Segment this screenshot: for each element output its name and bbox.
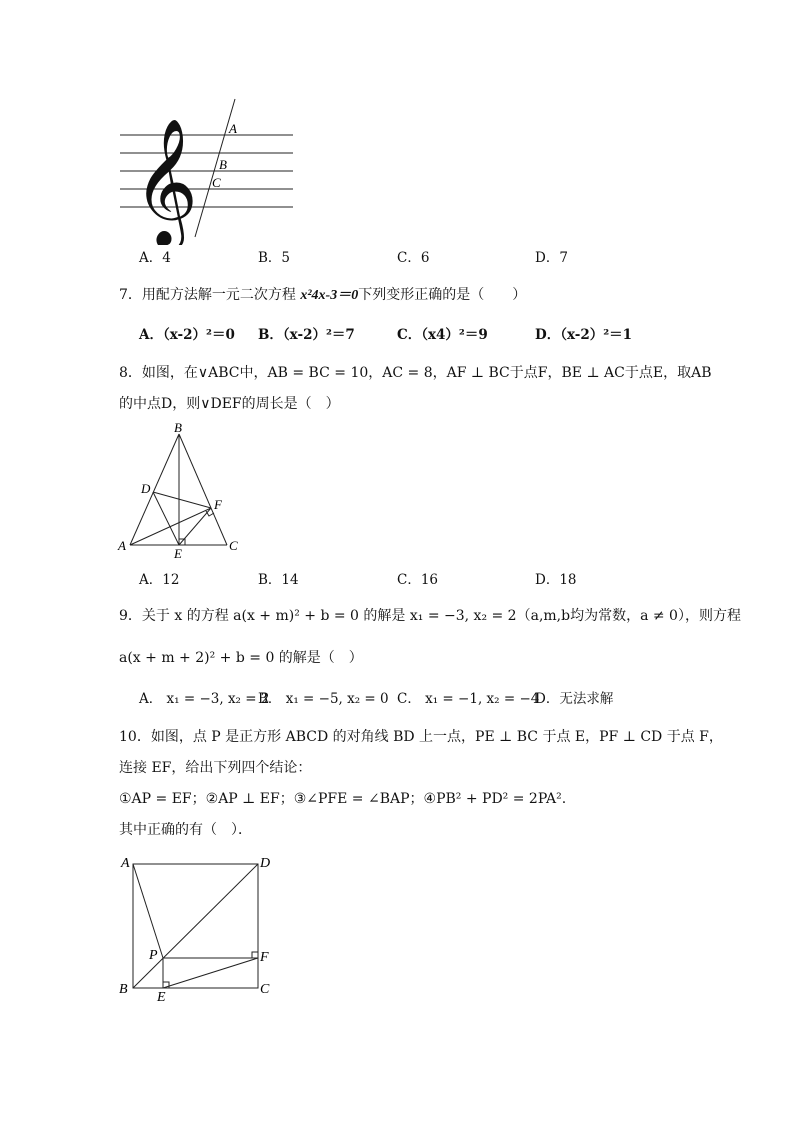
q10-stem-line1: 10．如图，点 P 是正方形 ABCD 的对角线 BD 上一点，PE ⊥ BC 于点 E，PF ⊥ CD 于点 F， — [119, 729, 723, 745]
q7-option-a: A．（x-2）²＝0 — [139, 327, 235, 343]
q10-stem-line4: 其中正确的有（ ）． — [119, 822, 252, 838]
segment-DE — [153, 492, 179, 545]
label-F: F — [260, 950, 269, 965]
label-B: B — [119, 982, 128, 997]
q9-stem-line1: 9．关于 x 的方程 a(x + m)² + b = 0 的解是 x₁ = −3, x₂ = 2（a,m,b均为常数，a ≠ 0），则方程 — [119, 608, 741, 624]
q7-suffix: 下列变形正确的是（ ） — [358, 287, 527, 303]
q8-option-b: B．14 — [258, 572, 299, 588]
q8-option-d: D．18 — [535, 572, 577, 588]
q6-option-d: D．7 — [535, 250, 568, 266]
label-D: D — [260, 856, 271, 871]
segment-AP — [133, 864, 163, 958]
label-E: E — [174, 546, 182, 560]
q10-conclusions: ①AP = EF；②AP ⊥ EF；③∠PFE = ∠BAP；④PB² + PD² = 2PA². — [119, 791, 567, 807]
segment-EF — [163, 958, 258, 988]
q9-option-b: B． x₁ = −5, x₂ = 0 — [258, 691, 389, 707]
q9-option-d: D．无法求解 — [535, 691, 614, 707]
label-C: C — [212, 175, 221, 190]
segment-BC — [179, 434, 227, 545]
q9-option-c: C． x₁ = −1, x₂ = −4 — [397, 691, 540, 707]
q10-stem-line2: 连接 EF，给出下列四个结论： — [119, 760, 312, 776]
transversal-line — [195, 99, 235, 237]
label-P: P — [149, 948, 158, 963]
segment-AF — [130, 508, 211, 545]
q8-stem-line2: 的中点D，则∨DEF的周长是（ ） — [119, 396, 340, 412]
label-B: B — [219, 157, 227, 172]
q6-option-c: C．6 — [397, 250, 430, 266]
label-B: B — [174, 420, 182, 435]
q6-option-b: B．5 — [258, 250, 291, 266]
q10-figure — [115, 850, 280, 1005]
right-angle-mark-F — [252, 952, 258, 958]
q8-option-c: C．16 — [397, 572, 439, 588]
label-D: D — [141, 481, 151, 496]
segment-AB — [130, 434, 179, 545]
q7-option-c: C．（x4）²＝9 — [397, 327, 488, 343]
segment-DF — [153, 492, 211, 508]
label-A: A — [118, 538, 126, 553]
q7-option-b: B．（x-2）²＝7 — [258, 327, 355, 343]
label-F: F — [214, 497, 222, 512]
q7-prefix: 7．用配方法解一元二次方程 — [119, 287, 301, 303]
q6-figure — [115, 95, 305, 245]
diagonal-BD — [133, 864, 258, 988]
q7-equation: x²4x-3＝0 — [300, 288, 359, 303]
label-A: A — [121, 856, 130, 871]
label-A: A — [229, 121, 237, 136]
q9-option-a: A． x₁ = −3, x₂ = 2 — [139, 691, 270, 707]
q7-stem — [119, 285, 526, 306]
q8-stem-line1: 8．如图，在∨ABC中，AB = BC = 10，AC = 8，AF ⊥ BC于点F，BE ⊥ AC于点E，取AB — [119, 365, 712, 381]
label-E: E — [157, 990, 166, 1005]
treble-clef-icon: 𝄞 — [133, 117, 199, 245]
q7-option-d: D．（x-2）²＝1 — [535, 327, 633, 343]
q8-option-a: A．12 — [139, 572, 180, 588]
q8-figure — [115, 420, 245, 560]
q9-stem-line2: a(x + m + 2)² + b = 0 的解是（ ） — [119, 650, 363, 666]
label-C: C — [260, 982, 270, 997]
label-C: C — [229, 538, 238, 553]
q6-option-a: A．4 — [139, 250, 171, 266]
